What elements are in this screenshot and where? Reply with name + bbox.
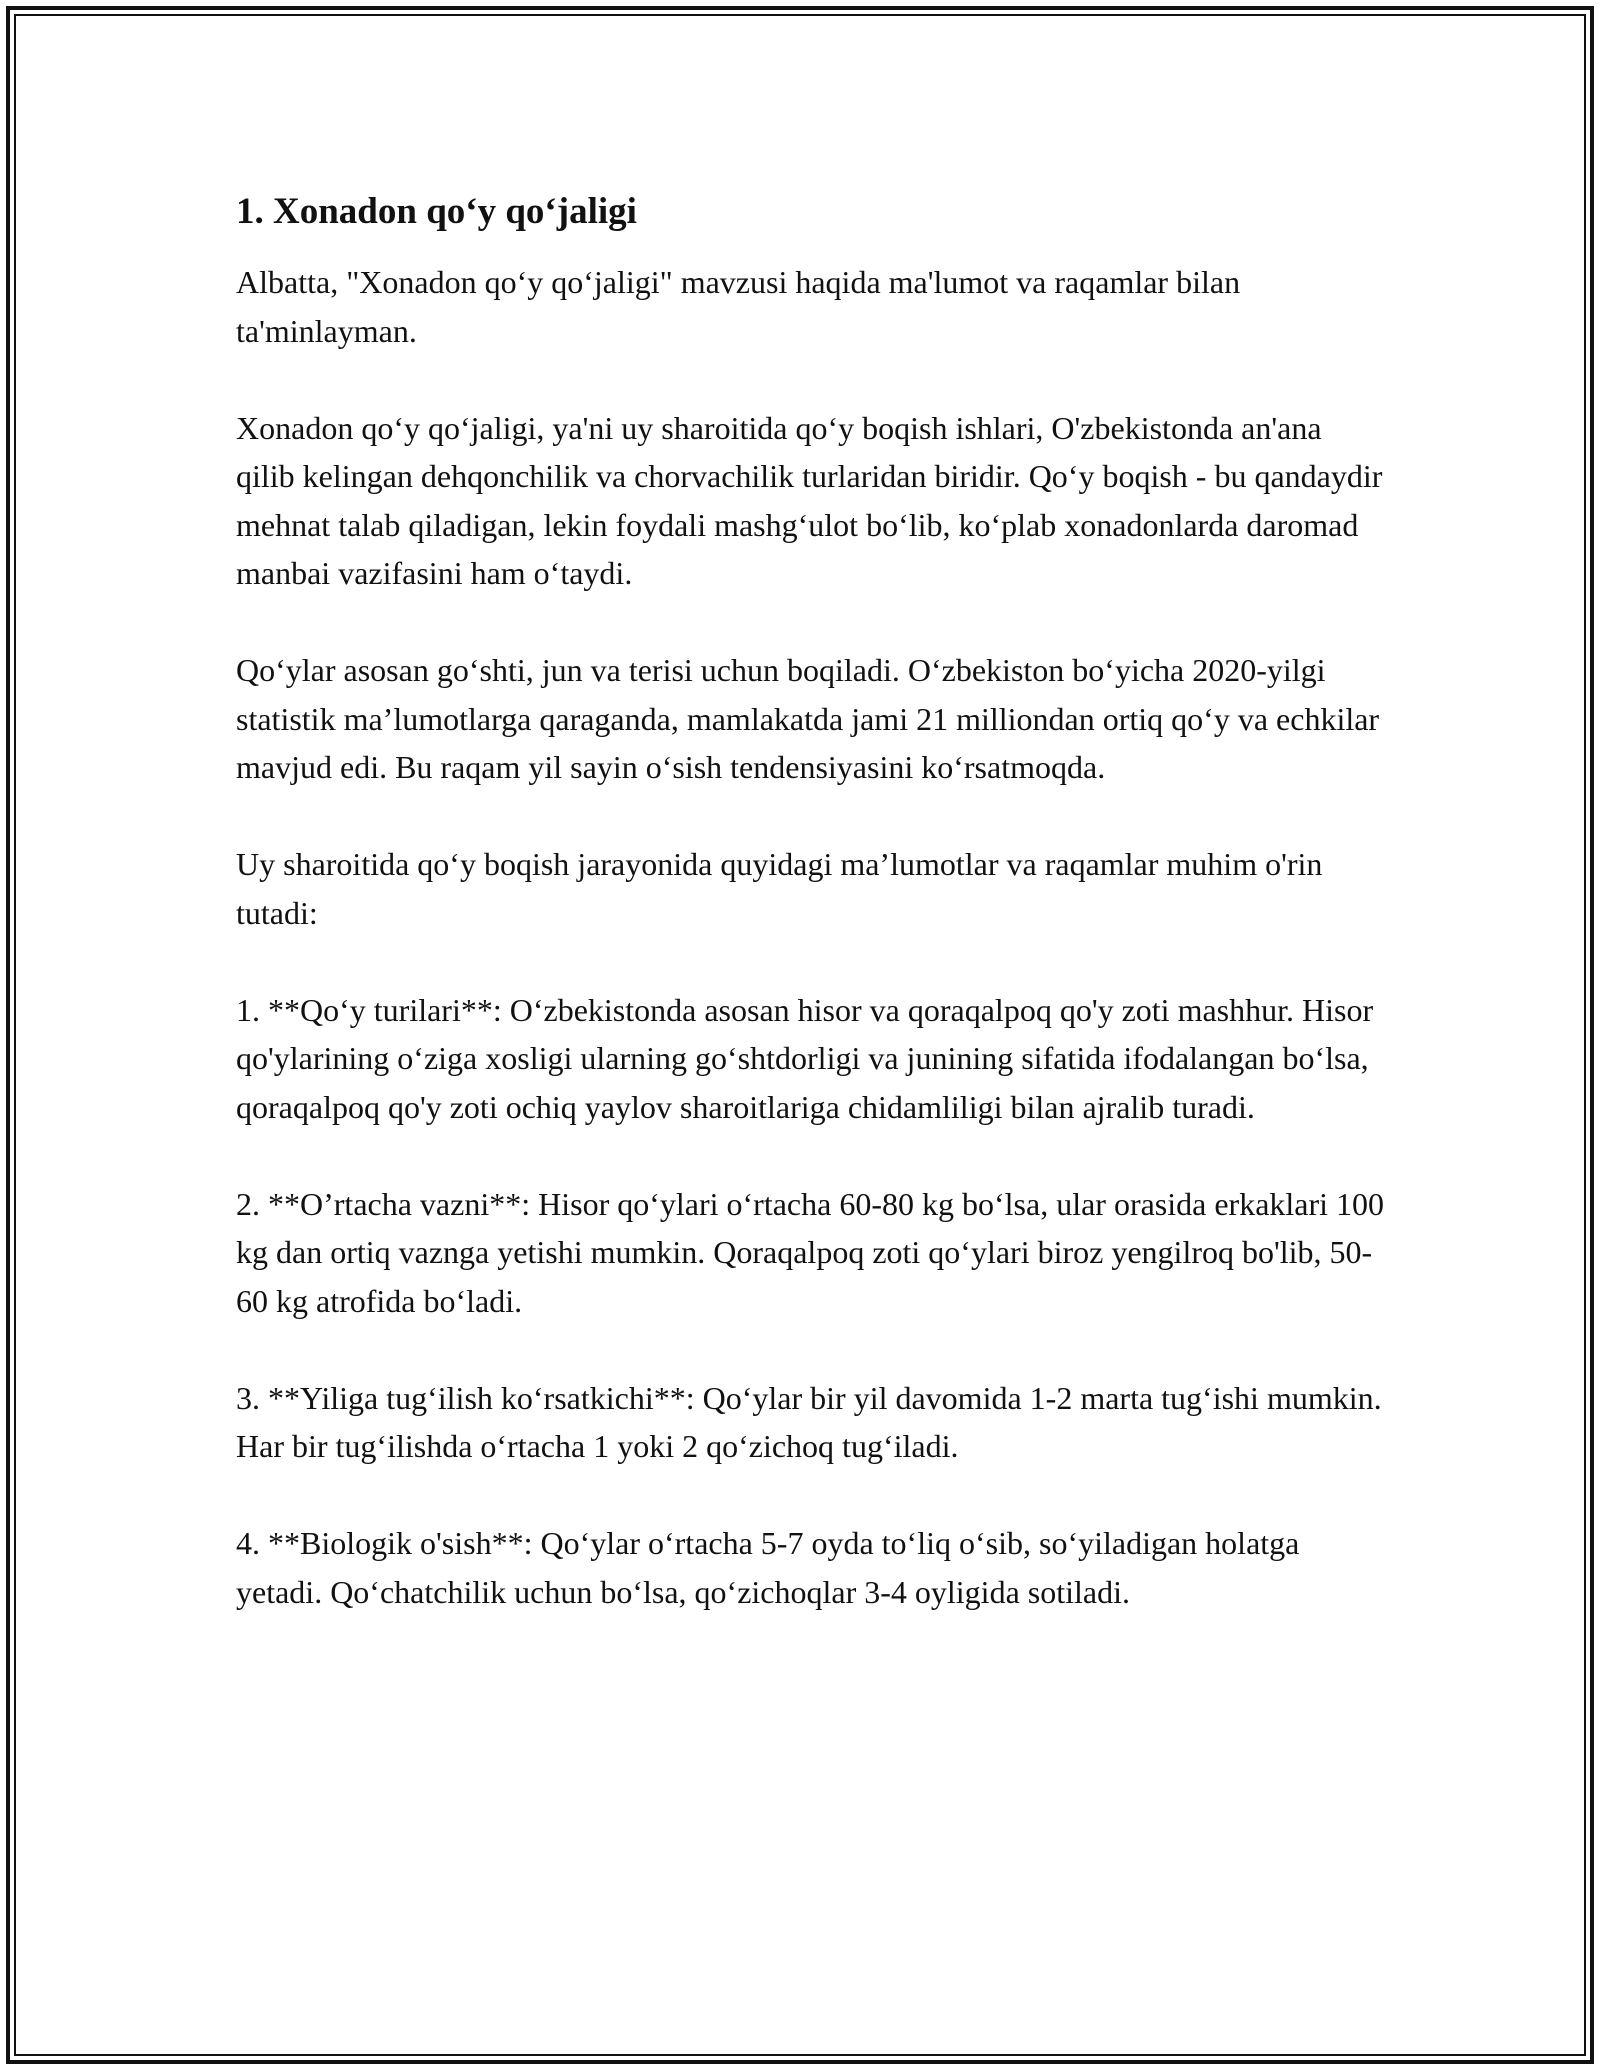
document-body — [236, 186, 1386, 1665]
list-item-birth-rate: 3. **Yiliga tug‘ilish ko‘rsatkichi**: Qo‘ylar bir yil davomida 1-2 marta tug‘ishi mumkin. Har bir tug‘ilishda o‘rtacha 1 yoki 2 qo‘zichoq tug‘iladi. — [236, 1379, 1382, 1464]
list-item-growth: 4. **Biologik o'sish**: Qo‘ylar o‘rtacha 5-7 oyda to‘liq o‘sib, so‘yiladigan holatga yetadi. Qo‘chatchilik uchun bo‘lsa, qo‘zichoqlar 3-4 oyligida sotiladi. — [236, 1525, 1300, 1610]
paragraph-statistics: Qo‘ylar asosan go‘shti, jun va terisi uchun boqiladi. O‘zbekiston bo‘yicha 2020-yilgi statistik ma’lumotlarga qaraganda, mamlakatda jami 21 milliondan ortiq qo‘y va echkilar mavjud edi. Bu raqam yil sayin o‘sish tendensiyasini ko‘rsatmoqda. — [236, 652, 1380, 785]
list-item-weight: 2. **O’rtacha vazni**: Hisor qo‘ylari o‘rtacha 60-80 kg bo‘lsa, ular orasida erkaklari 100 kg dan ortiq vaznga yetishi mumkin. Qoraqalpoq zoti qo‘ylari biroz yengilroq bo'lib, 50-60 kg atrofida bo‘ladi. — [236, 1185, 1385, 1319]
document-title: 1. Xonadon qo‘y qo‘jaligi — [236, 191, 637, 232]
paragraph-overview: Xonadon qo‘y qo‘jaligi, ya'ni uy sharoitida qo‘y boqish ishlari, O'zbekistonda an'ana qilib kelingan dehqonchilik va chorvachilik turlaridan biridir. Qo‘y boqish - bu qandaydir mehnat talab qiladigan, lekin foydali mashg‘ulot bo‘lib, ko‘plab xonadonlarda daromad manbai vazifasini ham o‘taydi. — [236, 409, 1383, 591]
paragraph-list-intro: Uy sharoitida qo‘y boqish jarayonida quyidagi ma’lumotlar va raqamlar muhim o'rin tutadi: — [236, 846, 1323, 931]
list-item-breeds: 1. **Qo‘y turilari**: O‘zbekistonda asosan hisor va qoraqalpoq qo'y zoti mashhur. Hisor qo'ylarining o‘ziga xosligi ularning go‘shtdorligi va junining sifatida ifodalangan bo‘lsa, qoraqalpoq qo'y zoti ochiq yaylov sharoitlariga chidamliligi bilan ajralib turadi. — [236, 991, 1374, 1125]
paragraph-intro: Albatta, "Xonadon qo‘y qo‘jaligi" mavzusi haqida ma'lumot va raqamlar bilan ta'minlayman. — [236, 264, 1241, 349]
